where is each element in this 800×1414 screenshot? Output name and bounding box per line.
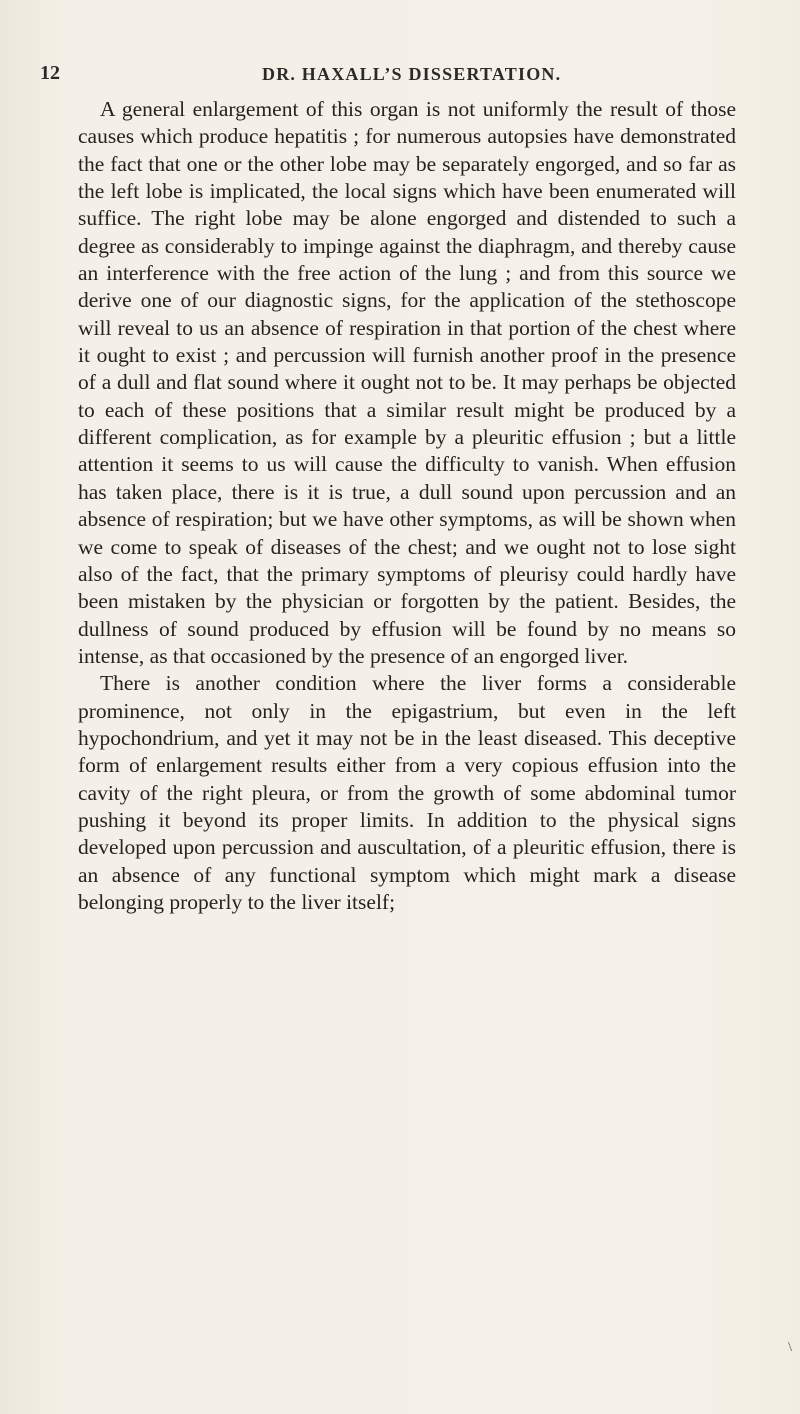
paragraph-2: There is another condition where the liver forms a considerable prominence, not only in the epigastrium, but even in the left hypochondrium, and yet it may not be in the least diseased. This deceptive form of enlargement results either from a very copious effusion into the cavity of the right pleura, or from the growth of some abdominal tumor pushing it beyond its proper limits. In addition to the physical signs developed upon percussion and auscultation, of a pleuritic effusion, there is an absence of any functional symptom which might mark a disease belonging properly to the liver itself; — [78, 671, 736, 914]
paragraph-1: A general enlargement of this organ is not uniformly the result of those causes which produce hepatitis ; for numerous autopsies have demonstrated the fact that one or the other lobe may be separately engorged, and so far as the left lobe is implicated, the local signs which have been enumerated will suffice. The right lobe may be alone engorged and distended to such a degree as considerably to impinge against the diaphragm, and thereby cause an interference with the free action of the lung ; and from this source we derive one of our diagnostic signs, for the application of the stethoscope will reveal to us an absence of respiration in that portion of the chest where it ought to exist ; and percussion will furnish another proof in the presence of a dull and flat sound where it ought not to be. It may perhaps be objected to each of these positions that a similar result might be produced by a different complication, as for example by a pleuritic effusion ; but a little attention it seems to us will cause the difficulty to vanish. When effusion has taken place, there is it is true, a dull sound upon percussion and an absence of respiration; but we have other symptoms, as will be shown when we come to speak of diseases of the chest; and we ought not to lose sight also of the fact, that the primary symptoms of pleurisy could hardly have been mistaken by the physician or forgotten by the patient. Besides, the dullness of sound produced by effusion will be found by no means so intense, as that occasioned by the presence of an engorged liver. — [78, 97, 736, 668]
body-text — [78, 96, 736, 916]
page-header — [40, 62, 760, 86]
margin-mark: \ — [788, 1340, 792, 1355]
page-number: 12 — [40, 62, 60, 84]
running-head: DR. HAXALL’S DISSERTATION. — [262, 64, 562, 84]
